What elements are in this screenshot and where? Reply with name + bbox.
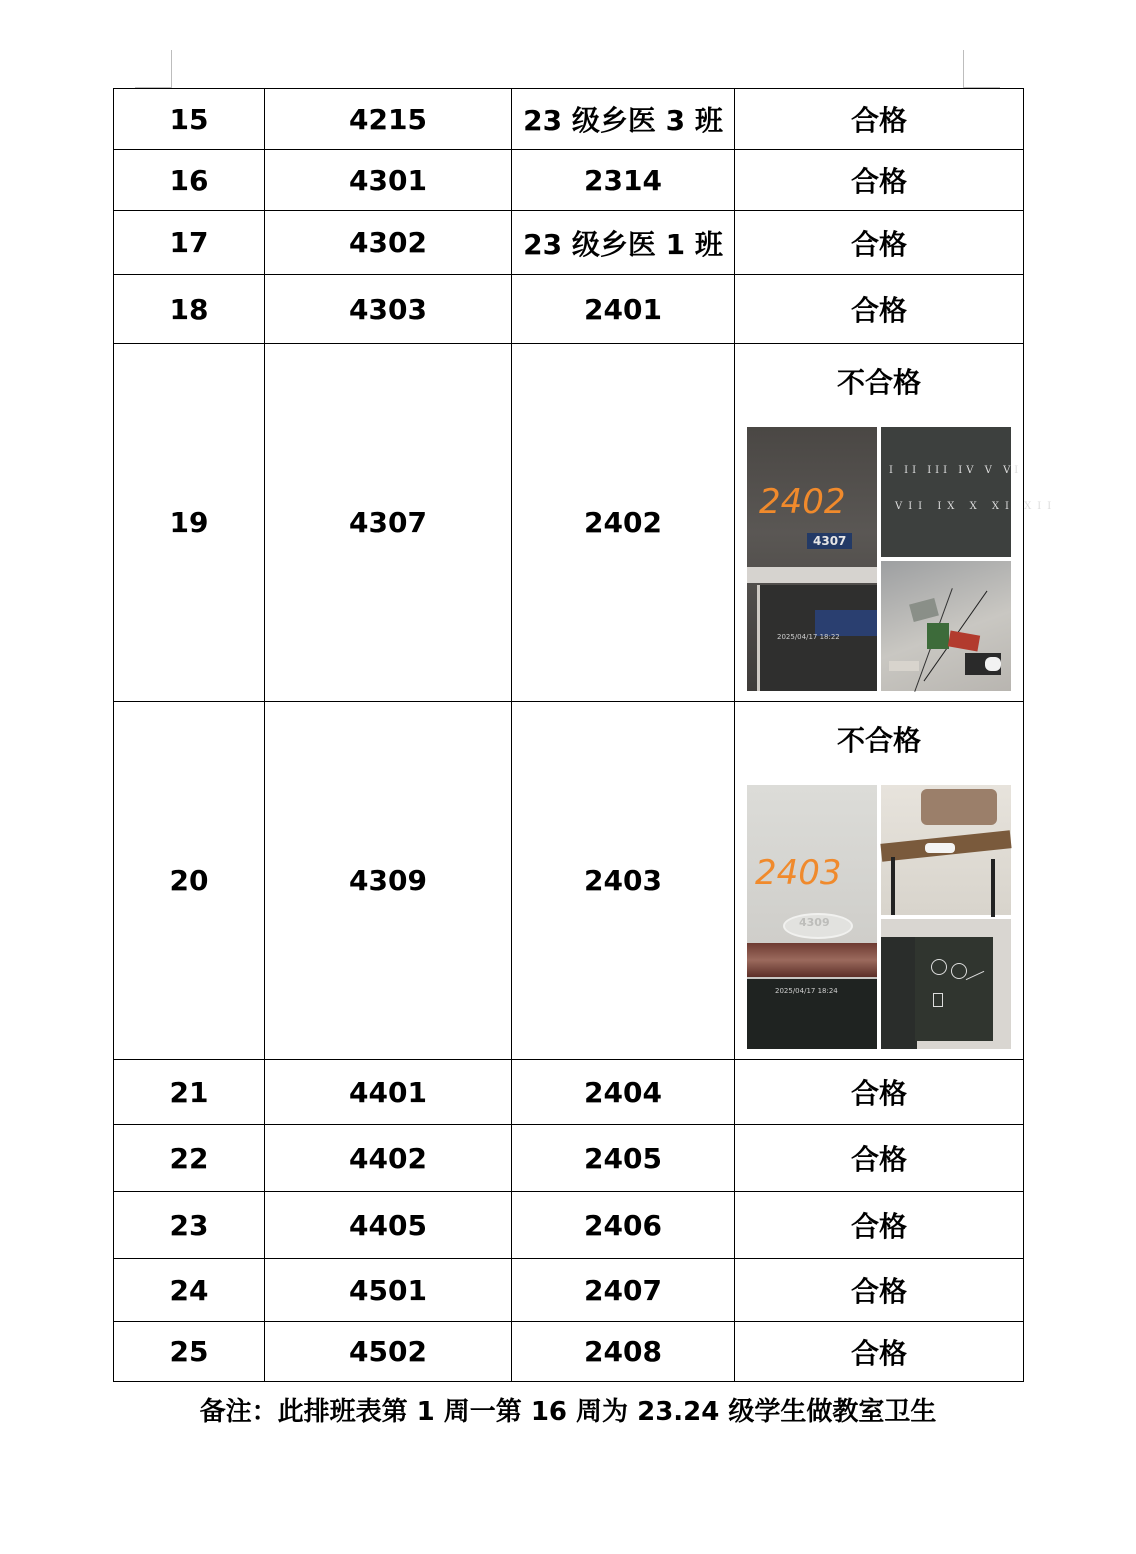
row-number: 22 <box>114 1125 265 1192</box>
room-number: 4401 <box>265 1060 512 1125</box>
roman-numeral: X <box>969 500 983 512</box>
door-photo <box>747 427 877 691</box>
class-name: 2402 <box>512 344 735 702</box>
blackboard-drawing-photo <box>881 919 1011 1049</box>
result-pass: 合格 <box>735 89 1024 150</box>
roman-numeral: III <box>927 464 952 476</box>
class-name: 2404 <box>512 1060 735 1125</box>
result-pass: 合格 <box>735 275 1024 344</box>
room-number: 4307 <box>265 344 512 702</box>
row-number: 17 <box>114 211 265 275</box>
table-row <box>114 150 1024 211</box>
row-number: 18 <box>114 275 265 344</box>
table-row <box>114 211 1024 275</box>
roman-numeral: IX <box>937 500 961 512</box>
room-number: 4502 <box>265 1322 512 1382</box>
room-number: 4402 <box>265 1125 512 1192</box>
table-row <box>114 275 1024 344</box>
desk-trash-photo <box>881 785 1011 915</box>
door-photo <box>747 785 877 1049</box>
table-row <box>114 89 1024 150</box>
class-name: 2401 <box>512 275 735 344</box>
row-number: 20 <box>114 702 265 1060</box>
class-name: 2408 <box>512 1322 735 1382</box>
result-pass: 合格 <box>735 211 1024 275</box>
room-number: 4301 <box>265 150 512 211</box>
row-number: 19 <box>114 344 265 702</box>
photo-timestamp: 2025/04/17 18:24 <box>775 986 838 995</box>
room-number: 4309 <box>265 702 512 1060</box>
result-fail: 不合格 <box>836 365 921 399</box>
class-name: 2405 <box>512 1125 735 1192</box>
row-number: 23 <box>114 1192 265 1259</box>
roman-numeral: XI <box>991 500 1015 512</box>
floor-trash-photo <box>881 561 1011 691</box>
room-number: 4303 <box>265 275 512 344</box>
class-name: 23 级乡医 1 班 <box>512 211 735 275</box>
table-row <box>114 702 1024 1060</box>
result-fail-cell <box>735 344 1058 702</box>
roman-numeral: IV <box>958 464 978 476</box>
room-number: 4215 <box>265 89 512 150</box>
row-number: 24 <box>114 1259 265 1322</box>
door-handwritten-number: 2403 <box>755 852 842 893</box>
table-row <box>114 1259 1024 1322</box>
result-pass: 合格 <box>735 1125 1024 1192</box>
room-number: 4501 <box>265 1259 512 1322</box>
class-name: 2314 <box>512 150 735 211</box>
table-row <box>114 1322 1024 1382</box>
crop-mark-left <box>171 50 172 88</box>
result-pass: 合格 <box>735 1259 1024 1322</box>
table-row <box>114 344 1024 702</box>
table-row <box>114 1125 1024 1192</box>
result-fail: 不合格 <box>836 723 921 757</box>
result-pass: 合格 <box>735 150 1024 211</box>
row-number: 25 <box>114 1322 265 1382</box>
roman-numeral: VI <box>1003 464 1023 476</box>
roman-numeral: I <box>889 464 897 476</box>
roman-numeral: II <box>904 464 921 476</box>
class-name: 2406 <box>512 1192 735 1259</box>
evidence-photos <box>747 427 1058 691</box>
roman-numeral: V <box>984 464 996 476</box>
blackboard-photo <box>881 427 1058 557</box>
row-number: 21 <box>114 1060 265 1125</box>
class-name: 2407 <box>512 1259 735 1322</box>
door-handwritten-number: 2402 <box>759 481 846 522</box>
result-fail-cell <box>735 702 1024 1060</box>
footnote: 备注：此排班表第 1 周一第 16 周为 23.24 级学生做教室卫生 <box>199 1397 937 1427</box>
door-plate-number: 4307 <box>807 533 852 549</box>
result-pass: 合格 <box>735 1192 1024 1259</box>
table-row <box>114 1192 1024 1259</box>
photo-timestamp: 2025/04/17 18:22 <box>777 632 840 641</box>
class-name: 23 级乡医 3 班 <box>512 89 735 150</box>
table-row <box>114 1060 1024 1125</box>
row-number: 15 <box>114 89 265 150</box>
door-plate-number: 4309 <box>799 915 830 929</box>
result-pass: 合格 <box>735 1322 1024 1382</box>
roman-numeral: VII <box>895 500 929 512</box>
result-pass: 合格 <box>735 1060 1024 1125</box>
evidence-photos <box>747 785 1011 1049</box>
room-number: 4405 <box>265 1192 512 1259</box>
crop-mark-right <box>963 50 964 88</box>
row-number: 16 <box>114 150 265 211</box>
class-name: 2403 <box>512 702 735 1060</box>
room-number: 4302 <box>265 211 512 275</box>
inspection-table <box>113 88 1058 1382</box>
roman-numeral: XII <box>1024 500 1058 512</box>
